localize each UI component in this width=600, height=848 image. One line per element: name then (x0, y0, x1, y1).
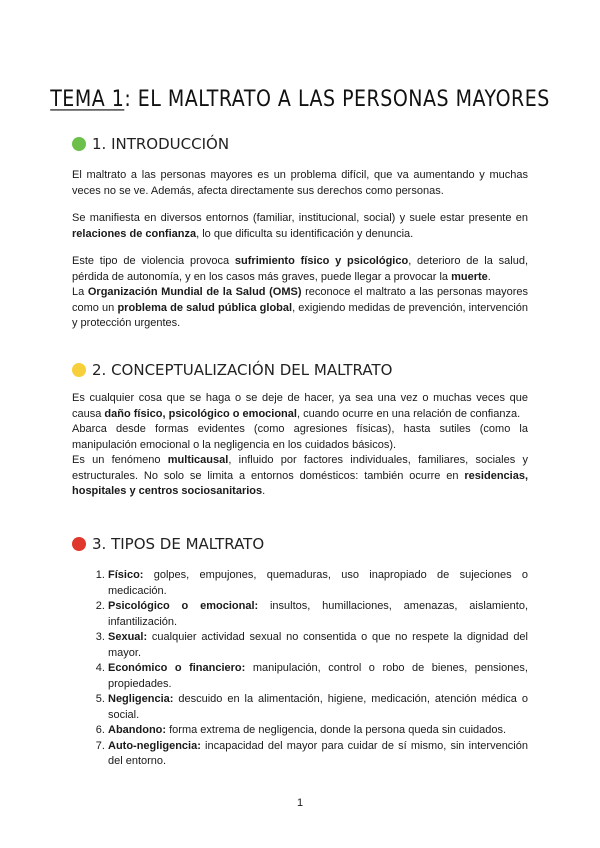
bold-text: sufrimiento físico y psicológico (234, 255, 409, 267)
list-item (108, 739, 528, 770)
text: , cuando ocurre en una relación de confianza. (296, 407, 521, 420)
section-conceptualizacion (72, 361, 528, 500)
text: reconoce el maltrato a las personas mayores como un (72, 286, 528, 314)
list-item (108, 692, 528, 723)
text: Es cualquier cosa que se haga o se deje de hacer, ya sea una vez o muchas veces que causa (72, 392, 528, 420)
heading-text: 2. CONCEPTUALIZACIÓN DEL MALTRATO (92, 361, 393, 379)
text: , lo que dificulta su identificación y denuncia. (196, 227, 414, 240)
paragraph (72, 211, 528, 242)
paragraph (72, 254, 528, 285)
list-item (108, 630, 528, 661)
paragraph (72, 285, 528, 332)
paragraph (72, 391, 528, 422)
bold-text: relaciones de confianza (72, 227, 197, 240)
item-desc: incapacidad del mayor para cuidar de sí mismo, sin intervención del entorno. (108, 739, 528, 767)
text: Abarca desde formas evidentes (como agresiones físicas), hasta sutiles (como la manipulación emocional o la negligencia en los cuidados básicos). (72, 423, 528, 451)
item-term: Abandono: (108, 724, 167, 736)
red-circle-icon (72, 537, 86, 551)
list-item (108, 599, 528, 630)
text: , exigiendo medidas de prevención, intervención y protección urgentes. (72, 301, 528, 329)
item-desc: golpes, empujones, quemaduras, uso inapropiado de sujeciones o medicación. (108, 569, 528, 597)
page-number: 1 (296, 797, 304, 809)
heading-text: 3. TIPOS DE MALTRATO (92, 535, 265, 553)
text: . (262, 485, 266, 497)
item-desc: forma extrema de negligencia, donde la persona queda sin cuidados. (166, 724, 507, 736)
list-item (108, 661, 528, 692)
text: Se manifiesta en diversos entornos (familiar, institucional, social) y suele estar presente en (72, 212, 528, 224)
item-term: Económico o financiero: (108, 662, 246, 674)
item-term: Físico: (108, 569, 144, 581)
yellow-circle-icon (72, 363, 86, 377)
bold-text: multicausal (167, 454, 229, 466)
document-title (0, 86, 600, 111)
paragraph (72, 168, 528, 199)
list-item (108, 568, 528, 599)
item-term: Negligencia: (108, 693, 174, 705)
text: , deterioro de la salud, pérdida de autonomía, y en los casos más graves, puede llegar a provocar la (72, 255, 529, 283)
bold-text: residencias, hospitales y centros sociosanitarios (72, 469, 528, 497)
text: , influido por factores individuales, familiares, sociales y estructurales. No solo se limita a entornos domésticos: también ocurre en (72, 454, 528, 482)
bold-text: problema de salud pública global (117, 301, 293, 314)
heading-text: 1. INTRODUCCIÓN (92, 135, 230, 153)
item-desc: cualquier actividad sexual no consentida o que no respete la dignidad del mayor. (108, 631, 528, 659)
item-desc: manipulación, control o robo de bienes, pensiones, propiedades. (108, 662, 528, 690)
section-heading (72, 361, 528, 379)
item-term: Auto-negligencia: (108, 739, 201, 752)
text: El maltrato a las personas mayores es un problema difícil, que va aumentando y muchas veces no se ve. Además, afecta directamente sus derechos como personas. (72, 169, 528, 197)
text: . (487, 270, 491, 283)
title-prefix: TEMA 1 (50, 86, 125, 112)
green-circle-icon (72, 137, 86, 151)
item-term: Sexual: (108, 631, 148, 643)
bold-text: daño físico, psicológico o emocional (104, 407, 297, 420)
list-item (108, 723, 528, 739)
item-term: Psicológico o emocional: (108, 600, 259, 612)
types-list (72, 568, 528, 770)
section-introduccion (72, 135, 528, 332)
paragraph (72, 422, 528, 453)
bold-text: muerte (451, 270, 488, 283)
section-tipos (72, 535, 528, 770)
text: La (72, 286, 88, 298)
item-desc: descuido en la alimentación, higiene, medicación, atención médica o social. (108, 693, 528, 721)
text: Este tipo de violencia provoca (72, 255, 235, 267)
title-rest: : EL MALTRATO A LAS PERSONAS MAYORES (124, 86, 550, 112)
section-heading (72, 135, 528, 153)
paragraph (72, 453, 528, 500)
section-heading (72, 535, 528, 553)
item-desc: insultos, humillaciones, amenazas, aislamiento, infantilización. (108, 600, 529, 628)
bold-text: Organización Mundial de la Salud (OMS) (87, 286, 302, 298)
text: Es un fenómeno (72, 454, 168, 466)
